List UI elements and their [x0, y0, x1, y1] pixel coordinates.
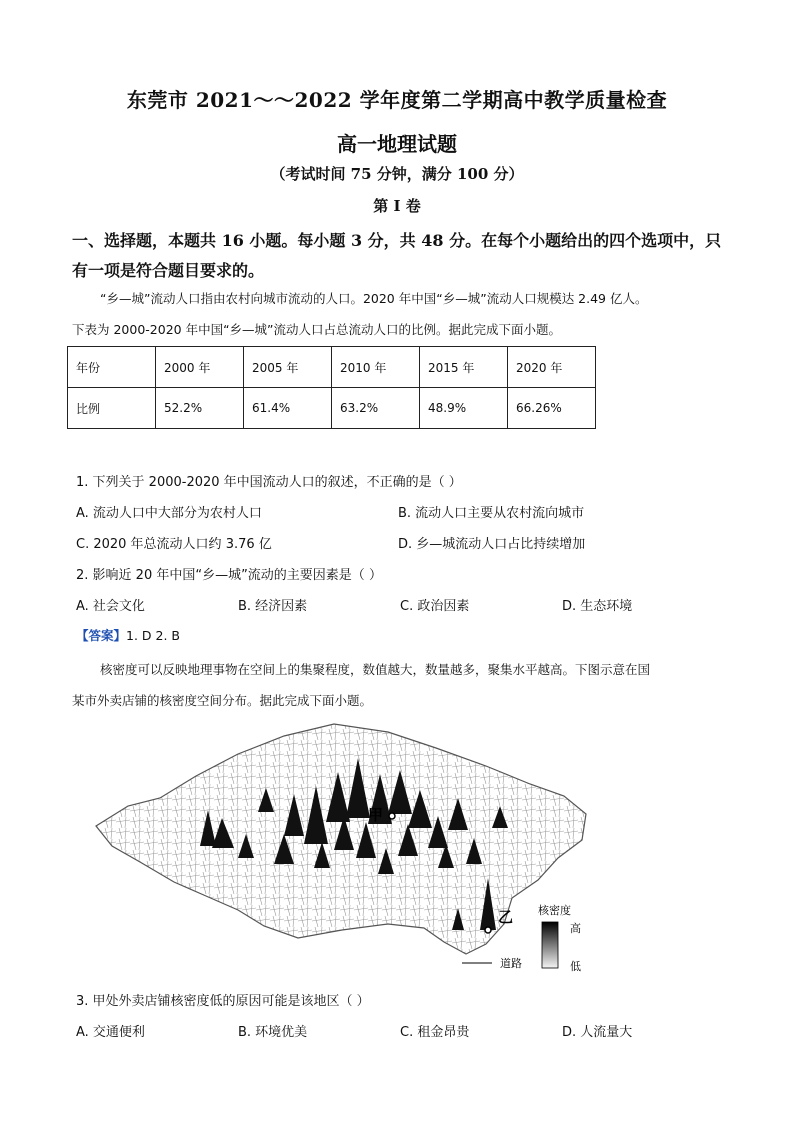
volume-label: 第 I 卷 [373, 197, 421, 215]
answer-line [76, 626, 180, 644]
question-3-option-d[interactable]: D. 人流量大 [562, 1025, 633, 1040]
question-1-option-b[interactable]: B. 流动人口主要从农村流向城市 [398, 506, 585, 521]
question-3-option-c[interactable]: C. 租金昂贵 [400, 1025, 470, 1040]
question-2-option-a[interactable]: A. 社会文化 [76, 599, 145, 614]
section-heading: 一、选择题，本题共 16 小题。每小题 3 分，共 48 分。在每个小题给出的四个选项中，只有一项是符合题目要求的。 [72, 231, 722, 280]
question-1-option-c[interactable]: C. 2020 年总流动人口约 3.76 亿 [76, 537, 272, 552]
legend-high-label: 高 [570, 922, 581, 935]
table-cell: 2000 年 [156, 347, 244, 388]
kernel-density-map [88, 718, 608, 978]
legend-low-label: 低 [570, 960, 581, 973]
passage1-line1: “乡—城”流动人口指由农村向城市流动的人口。2020 年中国“乡—城”流动人口规模达 2.49 亿人。 [100, 291, 648, 306]
map-label-jia: 甲 [368, 806, 384, 824]
question-3-option-a[interactable]: A. 交通便利 [76, 1025, 145, 1040]
table-row [68, 388, 596, 429]
table-cell: 66.26% [508, 388, 596, 429]
question-3-stem: 3. 甲处外卖店铺核密度低的原因可能是该地区（ ） [76, 994, 370, 1009]
exam-title: 东莞市 2021～～2022 学年度第二学期高中教学质量检查 [126, 88, 668, 112]
question-2-option-b[interactable]: B. 经济因素 [238, 599, 308, 614]
table-cell: 48.9% [420, 388, 508, 429]
population-table [67, 346, 596, 429]
answer-text: 1. D 2. B [126, 628, 180, 643]
legend-gradient-bar [542, 922, 558, 968]
question-2-stem: 2. 影响近 20 年中国“乡—城”流动的主要因素是（ ） [76, 568, 382, 583]
table-cell: 年份 [68, 347, 156, 388]
passage2-line2: 某市外卖店铺的核密度空间分布。据此完成下面小题。 [72, 693, 373, 708]
question-1-option-d[interactable]: D. 乡—城流动人口占比持续增加 [398, 537, 586, 552]
road-legend-label: 道路 [500, 957, 522, 970]
legend-title: 核密度 [538, 904, 571, 917]
exam-info: （考试时间 75 分钟，满分 100 分） [270, 165, 524, 183]
question-3-option-b[interactable]: B. 环境优美 [238, 1025, 308, 1040]
map-label-yi: 乙 [498, 908, 514, 926]
passage1-line2: 下表为 2000-2020 年中国“乡—城”流动人口占总流动人口的比例。据此完成下面小题。 [72, 322, 562, 337]
table-cell: 比例 [68, 388, 156, 429]
point-jia-marker [389, 813, 395, 819]
question-1-option-a[interactable]: A. 流动人口中大部分为农村人口 [76, 506, 262, 521]
answer-tag: 【答案】 [76, 628, 127, 643]
point-yi-marker [485, 927, 491, 933]
table-cell: 2005 年 [244, 347, 332, 388]
question-2-option-d[interactable]: D. 生态环境 [562, 599, 633, 614]
table-cell: 52.2% [156, 388, 244, 429]
exam-subtitle: 高一地理试题 [337, 132, 457, 156]
question-1-stem: 1. 下列关于 2000-2020 年中国流动人口的叙述，不正确的是（ ） [76, 475, 462, 490]
table-cell: 2015 年 [420, 347, 508, 388]
table-cell: 2010 年 [332, 347, 420, 388]
table-row [68, 347, 596, 388]
table-cell: 63.2% [332, 388, 420, 429]
question-2-option-c[interactable]: C. 政治因素 [400, 599, 470, 614]
table-cell: 61.4% [244, 388, 332, 429]
table-cell: 2020 年 [508, 347, 596, 388]
passage2-line1: 核密度可以反映地理事物在空间上的集聚程度，数值越大，数量越多，聚集水平越高。下图示意在国 [100, 662, 651, 677]
